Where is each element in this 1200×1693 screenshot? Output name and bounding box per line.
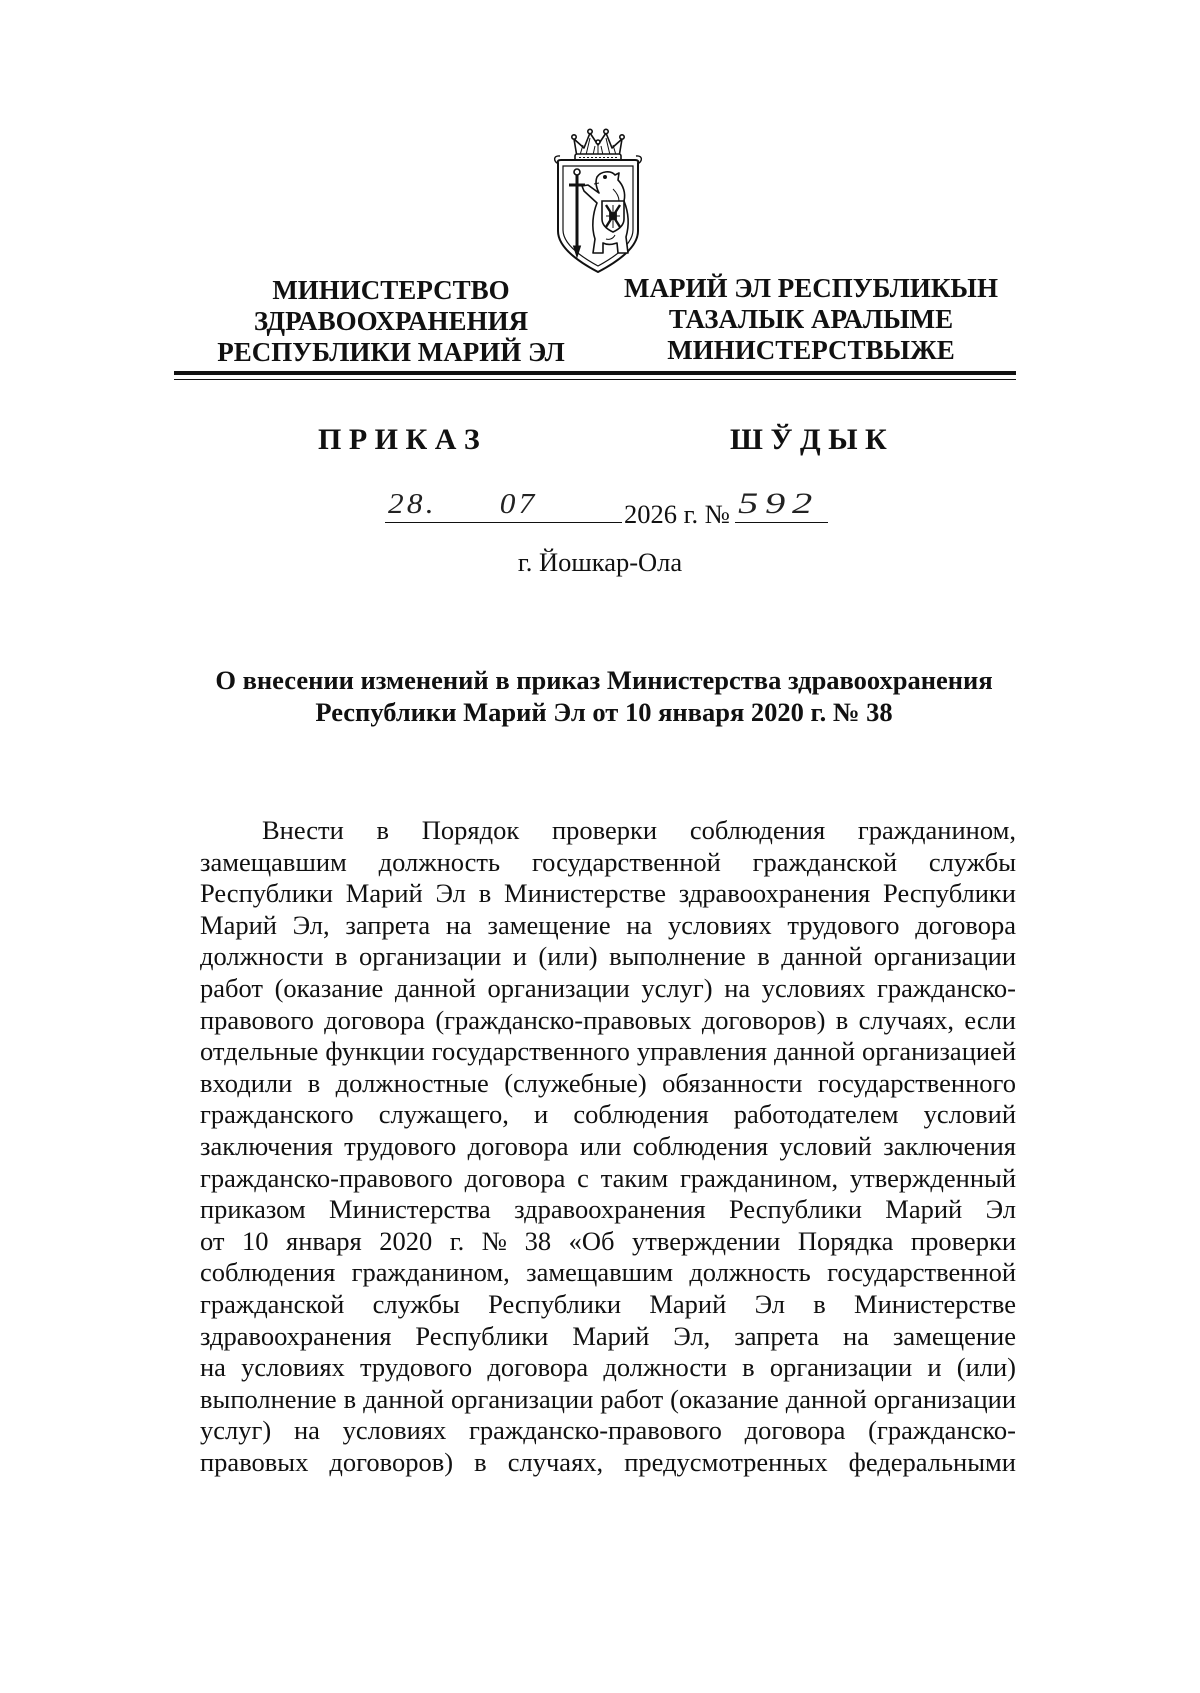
- body-line-text: гражданского служащего, и соблюдения работодателем условий: [200, 1099, 1016, 1130]
- body-line: [200, 941, 1016, 973]
- ministry-name-ru: [191, 275, 591, 368]
- year-number-label: 2026 г. №: [624, 499, 731, 529]
- body-line: [200, 878, 1016, 910]
- body-line: [200, 910, 1016, 942]
- body-line-text: отдельные функции государственного управления данной организацией: [200, 1036, 1016, 1067]
- body-line-text: заключения трудового договора или соблюдения условий заключения: [200, 1130, 1016, 1161]
- body-line-text: от 10 января 2020 г. № 38 «Об утверждении Порядка проверки: [200, 1225, 1016, 1256]
- body-line: [200, 1384, 1016, 1416]
- subject-line: О внесении изменений в приказ Министерства здравоохранения: [215, 665, 993, 695]
- body-line: [262, 815, 1016, 847]
- body-line: [200, 1257, 1016, 1289]
- ministry-name-mari-line: ТАЗАЛЫК АРАЛЫМЕ: [668, 304, 954, 334]
- body-line: [200, 1289, 1016, 1321]
- body-line-text: Республики Марий Эл в Министерстве здравоохранения Республики: [200, 878, 1016, 909]
- body-line-text: выполнение в данной организации работ (оказание данной организации: [200, 1383, 1016, 1414]
- body-line-text: правовых договоров) в случаях, предусмотренных федеральными: [200, 1446, 1016, 1477]
- body-line-text: соблюдения гражданином, замещавшим должность государственной: [200, 1257, 1016, 1288]
- body-line: [200, 1447, 1016, 1479]
- mari-cross-shield-icon: [602, 201, 624, 232]
- document-kind-ru: П Р И К А З: [318, 423, 480, 456]
- ministry-name-mari-line: МИНИСТЕРСТВЫЖЕ: [667, 335, 955, 365]
- body-line-text: гражданской службы Республики Марий Эл в Министерстве: [200, 1288, 1016, 1319]
- body-line: [200, 1321, 1016, 1353]
- ministry-name-ru-line: МИНИСТЕРСТВО: [272, 275, 510, 305]
- body-line-text: работ (оказание данной организации услуг) на условиях гражданско-: [200, 972, 1016, 1003]
- city-name: г. Йошкар-Ола: [517, 547, 683, 577]
- date-field: [385, 488, 622, 523]
- body-line: [200, 1131, 1016, 1163]
- handwritten-number: 592: [738, 487, 819, 520]
- document-kind-mari: Ш Ў Д Ы К: [730, 423, 887, 456]
- ministry-name-mari: [611, 273, 1011, 366]
- body-line: [200, 1005, 1016, 1037]
- body-line: [200, 847, 1016, 879]
- body-line-text: Внести в Порядок проверки соблюдения гражданином,: [262, 815, 1016, 845]
- subject-line: Республики Марий Эл от 10 января 2020 г. № 38: [315, 696, 893, 727]
- body-line: [200, 973, 1016, 1005]
- body-line-text: входили в должностные (служебные) обязанности государственного: [200, 1067, 1016, 1098]
- body-paragraph: [200, 815, 1016, 1478]
- handwritten-date: 28. 07: [388, 488, 538, 520]
- body-line-text: должности в организации и (или) выполнение в данной организации: [200, 941, 1016, 972]
- body-line-text: приказом Министерства здравоохранения Республики Марий Эл: [200, 1194, 1016, 1225]
- ministry-name-mari-line: МАРИЙ ЭЛ РЕСПУБЛИКЫН: [624, 273, 998, 303]
- ministry-name-ru-line: РЕСПУБЛИКИ МАРИЙ ЭЛ: [217, 337, 565, 367]
- number-field: [735, 487, 828, 523]
- body-line-text: Марий Эл, запрета на замещение на условиях трудового договора: [200, 909, 1016, 940]
- body-line: [200, 1068, 1016, 1100]
- body-line-text: замещавшим должность государственной гражданской службы: [200, 846, 1016, 877]
- body-line: [200, 1036, 1016, 1068]
- body-line: [200, 1099, 1016, 1131]
- body-line-text: здравоохранения Республики Марий Эл, запрета на замещение: [200, 1320, 1016, 1351]
- body-line-text: услуг) на условиях гражданско-правового договора (гражданско-: [200, 1415, 1016, 1446]
- body-line: [200, 1226, 1016, 1258]
- body-line-text: гражданско-правового договора с таким гражданином, утвержденный: [200, 1162, 1016, 1193]
- body-line: [200, 1194, 1016, 1226]
- coat-of-arms-icon: [553, 127, 643, 273]
- header-rule-thin: [174, 379, 1016, 381]
- body-line: [200, 1415, 1016, 1447]
- body-line: [200, 1163, 1016, 1195]
- crown-icon: [572, 129, 624, 161]
- ministry-name-ru-line: ЗДРАВООХРАНЕНИЯ: [253, 306, 529, 336]
- body-line: [200, 1352, 1016, 1384]
- order-subject: [104, 665, 1104, 728]
- header-rule-thick: [174, 371, 1016, 375]
- body-line-text: правового договора (гражданско-правовых договоров) в случаях, если: [200, 1004, 1016, 1035]
- body-line-text: на условиях трудового договора должности в организации и (или): [200, 1352, 1016, 1383]
